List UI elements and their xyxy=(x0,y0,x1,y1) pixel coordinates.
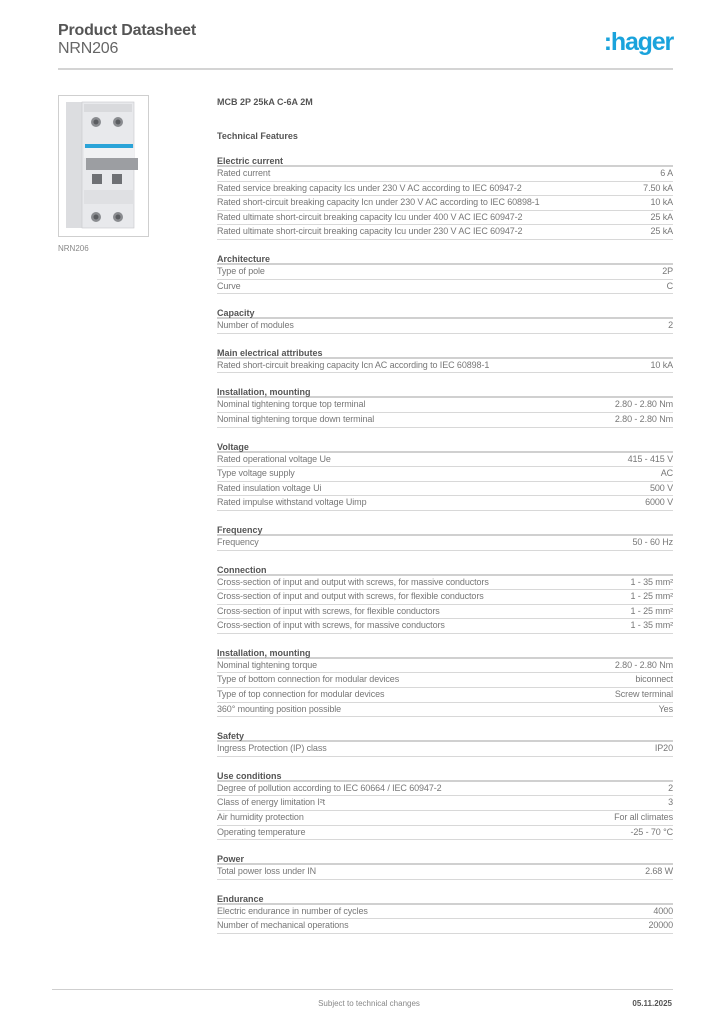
spec-label: Rated ultimate short-circuit breaking capacity Icu under 230 V AC IEC 60947-2 xyxy=(217,226,523,237)
spec-section xyxy=(217,386,673,427)
product-reference: NRN206 xyxy=(58,40,119,57)
spec-value: 2P xyxy=(662,265,673,276)
section-heading: Connection xyxy=(217,564,673,576)
spec-value: 1 - 25 mm² xyxy=(630,591,673,602)
section-heading: Installation, mounting xyxy=(217,386,673,398)
spec-section xyxy=(217,307,673,334)
spec-row xyxy=(217,182,673,197)
spec-row xyxy=(217,659,673,674)
spec-value: IP20 xyxy=(654,743,673,754)
spec-value: 10 kA xyxy=(650,197,673,208)
spec-row xyxy=(217,590,673,605)
spec-value: 4000 xyxy=(653,905,673,916)
spec-row xyxy=(217,467,673,482)
section-heading: Power xyxy=(217,853,673,865)
spec-row xyxy=(217,742,673,757)
spec-row xyxy=(217,865,673,880)
spec-row xyxy=(217,496,673,511)
spec-value: 20000 xyxy=(648,920,673,931)
spec-row xyxy=(217,536,673,551)
spec-row xyxy=(217,673,673,688)
spec-value: 2.80 - 2.80 Nm xyxy=(614,659,673,670)
spec-section xyxy=(217,253,673,294)
section-heading: Electric current xyxy=(217,155,673,167)
spec-row xyxy=(217,796,673,811)
spec-label: Rated ultimate short-circuit breaking capacity Icu under 400 V AC IEC 60947-2 xyxy=(217,211,523,222)
spec-label: Type voltage supply xyxy=(217,468,295,479)
spec-label: Curve xyxy=(217,280,241,291)
spec-label: Number of modules xyxy=(217,320,294,331)
spec-row xyxy=(217,619,673,634)
spec-label: Frequency xyxy=(217,536,259,547)
spec-row xyxy=(217,413,673,428)
spec-label: Air humidity protection xyxy=(217,812,304,823)
spec-row xyxy=(217,211,673,226)
section-heading: Capacity xyxy=(217,307,673,319)
spec-value: 3 xyxy=(668,797,673,808)
spec-value: 10 kA xyxy=(650,359,673,370)
spec-label: Number of mechanical operations xyxy=(217,920,349,931)
spec-row xyxy=(217,811,673,826)
product-name: MCB 2P 25kA C-6A 2M xyxy=(217,97,313,107)
spec-label: Cross-section of input with screws, for flexible conductors xyxy=(217,605,440,616)
spec-row xyxy=(217,919,673,934)
spec-label: Type of top connection for modular devices xyxy=(217,689,385,700)
spec-value: 2.80 - 2.80 Nm xyxy=(614,399,673,410)
spec-value: 6000 V xyxy=(645,497,673,508)
spec-value: 1 - 25 mm² xyxy=(630,605,673,616)
spec-label: Rated operational voltage Ue xyxy=(217,453,331,464)
spec-sections xyxy=(217,155,673,934)
spec-section xyxy=(217,730,673,757)
spec-row xyxy=(217,319,673,334)
spec-row xyxy=(217,605,673,620)
spec-value: Yes xyxy=(658,703,673,714)
footer-divider xyxy=(52,989,673,990)
spec-label: Type of bottom connection for modular devices xyxy=(217,674,400,685)
circuit-breaker-icon xyxy=(64,100,142,232)
spec-label: Rated current xyxy=(217,168,271,178)
spec-label: 360° mounting position possible xyxy=(217,703,342,714)
section-heading: Frequency xyxy=(217,524,673,536)
spec-value: 25 kA xyxy=(650,226,673,237)
spec-label: Rated short-circuit breaking capacity Icn AC according to IEC 60898-1 xyxy=(217,359,490,370)
technical-features-title: Technical Features xyxy=(217,131,298,141)
spec-label: Nominal tightening torque xyxy=(217,659,318,670)
spec-row xyxy=(217,688,673,703)
spec-section xyxy=(217,770,673,840)
spec-value: -25 - 70 °C xyxy=(630,826,673,837)
spec-value: AC xyxy=(660,468,673,479)
page-header xyxy=(58,21,673,58)
spec-value: 500 V xyxy=(649,482,673,493)
section-heading: Installation, mounting xyxy=(217,647,673,659)
spec-label: Rated service breaking capacity Ics under 230 V AC according to IEC 60947-2 xyxy=(217,182,522,193)
spec-value: C xyxy=(666,280,673,291)
spec-label: Type of pole xyxy=(217,265,265,276)
spec-row xyxy=(217,265,673,280)
spec-section xyxy=(217,347,673,374)
spec-section xyxy=(217,524,673,551)
footer-note: Subject to technical changes xyxy=(318,999,420,1008)
spec-label: Degree of pollution according to IEC 60664 / IEC 60947-2 xyxy=(217,782,442,793)
section-heading: Architecture xyxy=(217,253,673,265)
spec-value: 50 - 60 Hz xyxy=(632,536,673,547)
spec-row xyxy=(217,167,673,182)
spec-row xyxy=(217,196,673,211)
spec-value: 2.80 - 2.80 Nm xyxy=(614,413,673,424)
spec-value: For all climates xyxy=(614,812,673,823)
spec-label: Operating temperature xyxy=(217,826,306,837)
spec-row xyxy=(217,703,673,718)
spec-label: Rated impulse withstand voltage Uimp xyxy=(217,497,367,508)
spec-section xyxy=(217,441,673,511)
product-image xyxy=(58,95,149,237)
spec-row xyxy=(217,359,673,374)
spec-row xyxy=(217,482,673,497)
section-heading: Safety xyxy=(217,730,673,742)
section-heading: Endurance xyxy=(217,893,673,905)
spec-label: Cross-section of input and output with screws, for flexible conductors xyxy=(217,591,484,602)
spec-label: Nominal tightening torque top terminal xyxy=(217,399,366,410)
spec-value: 415 - 415 V xyxy=(627,453,673,464)
spec-value: 1 - 35 mm² xyxy=(630,576,673,587)
spec-label: Rated insulation voltage Ui xyxy=(217,482,322,493)
spec-section xyxy=(217,893,673,934)
spec-label: Electric endurance in number of cycles xyxy=(217,905,368,916)
spec-value: 6 A xyxy=(660,168,673,178)
spec-row xyxy=(217,826,673,841)
spec-value: Screw terminal xyxy=(614,689,673,700)
document-title: Product Datasheet xyxy=(58,22,196,39)
spec-section xyxy=(217,647,673,717)
spec-value: 1 - 35 mm² xyxy=(630,620,673,631)
footer-date: 05.11.2025 xyxy=(632,999,672,1008)
spec-label: Cross-section of input with screws, for massive conductors xyxy=(217,620,445,631)
hager-logo: :hager xyxy=(603,28,673,56)
spec-label: Rated short-circuit breaking capacity Icn under 230 V AC according to IEC 60898-1 xyxy=(217,197,540,208)
spec-row xyxy=(217,576,673,591)
spec-section xyxy=(217,564,673,634)
spec-label: Class of energy limitation I²t xyxy=(217,797,326,808)
spec-row xyxy=(217,280,673,295)
datasheet-content xyxy=(217,96,673,934)
section-heading: Main electrical attributes xyxy=(217,347,673,359)
spec-value: biconnect xyxy=(635,674,673,685)
spec-row xyxy=(217,398,673,413)
spec-value: 7.50 kA xyxy=(643,182,673,193)
spec-label: Cross-section of input and output with screws, for massive conductors xyxy=(217,576,489,587)
spec-label: Ingress Protection (IP) class xyxy=(217,743,327,754)
section-heading: Voltage xyxy=(217,441,673,453)
product-image-caption: NRN206 xyxy=(58,244,89,253)
spec-row xyxy=(217,905,673,920)
spec-row xyxy=(217,225,673,240)
section-heading: Use conditions xyxy=(217,770,673,782)
spec-value: 2 xyxy=(668,782,673,793)
spec-section xyxy=(217,155,673,240)
spec-value: 2.68 W xyxy=(645,866,673,877)
spec-value: 2 xyxy=(668,320,673,331)
spec-row xyxy=(217,453,673,468)
header-divider xyxy=(58,68,673,70)
spec-value: 25 kA xyxy=(650,211,673,222)
spec-section xyxy=(217,853,673,880)
spec-label: Nominal tightening torque down terminal xyxy=(217,413,375,424)
spec-label: Total power loss under IN xyxy=(217,866,317,877)
spec-row xyxy=(217,782,673,797)
